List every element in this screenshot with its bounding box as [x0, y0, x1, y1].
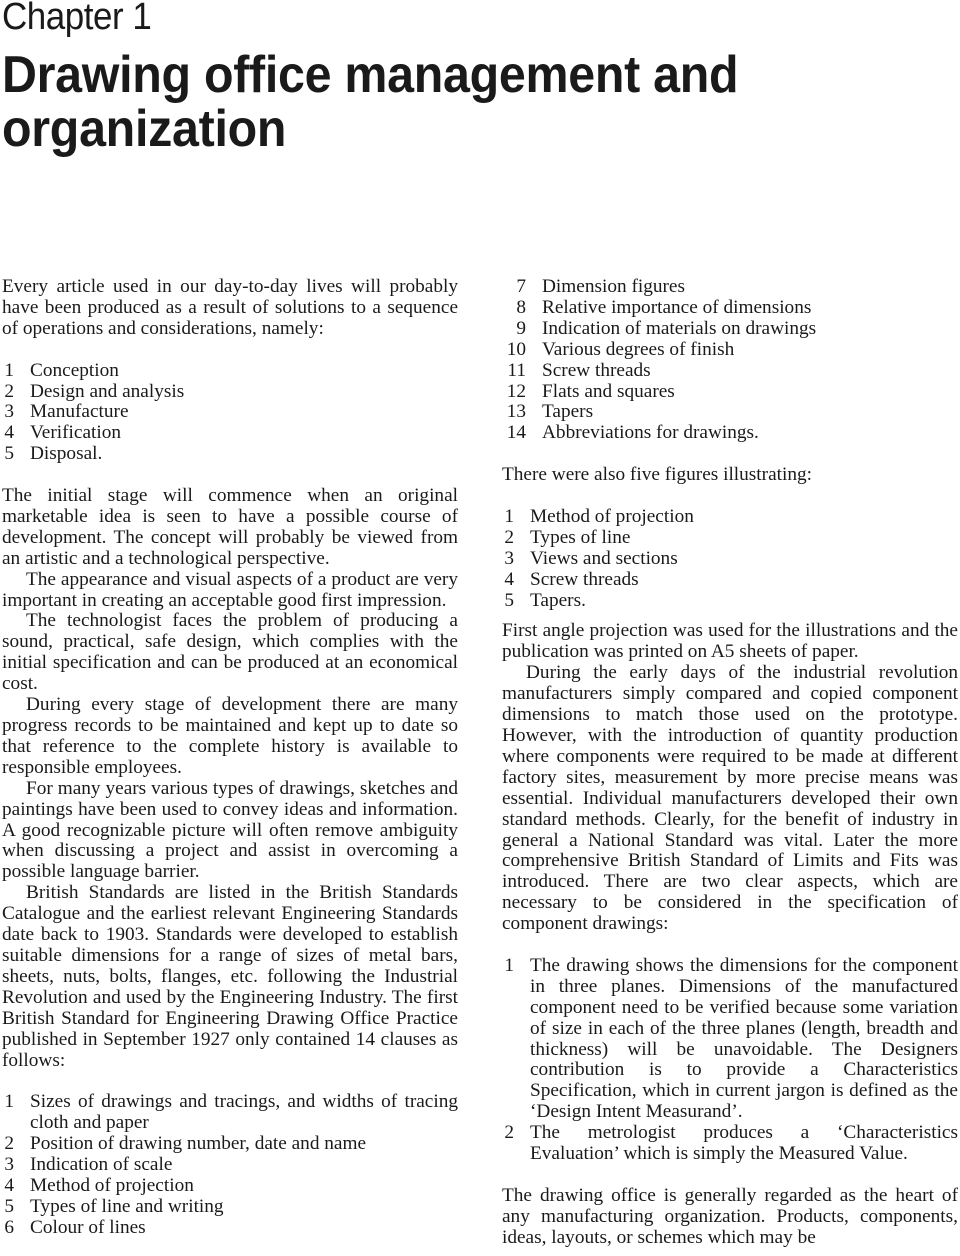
list-text: Indication of scale — [30, 1154, 173, 1176]
list-number: 6 — [4, 1216, 14, 1238]
list-item — [502, 423, 958, 444]
figures-intro: There were also five figures illustrating: — [502, 464, 812, 486]
right-column — [502, 277, 958, 1249]
list-item — [2, 402, 458, 423]
chapter-title-line-1: Drawing office management and — [2, 46, 739, 104]
list-text: Colour of lines — [30, 1216, 146, 1238]
list-item — [502, 528, 958, 549]
list-item — [2, 1176, 458, 1197]
list-item — [502, 591, 958, 612]
chapter-title — [2, 48, 932, 156]
list-number: 14 — [506, 422, 526, 444]
operations-list — [2, 361, 458, 466]
body-paragraph: First angle projection was used for the illustrations and the publication was printed on A5 sheets of paper. — [502, 620, 958, 663]
list-number: 4 — [4, 1174, 14, 1196]
list-item — [502, 402, 958, 423]
list-number: 2 — [504, 1122, 514, 1144]
list-text: Relative importance of dimensions — [542, 296, 812, 318]
list-item — [502, 340, 958, 361]
list-number: 5 — [504, 589, 514, 611]
list-number: 5 — [4, 1195, 14, 1217]
body-paragraph: British Standards are listed in the British Standards Catalogue and the earliest relevant Engineering Standards date back to 1903. Standards were developed to establish suitable dimensions for a range of sizes of metal bars, sheets, nuts, bolts, flanges, etc. following the Industrial Revolution and used by the Engineering Industry. The first British Standard for Engineering Drawing Office Practice published in September 1927 only contained 14 clauses as follows: — [2, 882, 458, 1071]
list-number: 9 — [516, 317, 526, 339]
list-item — [502, 319, 958, 340]
list-number: 3 — [4, 401, 14, 423]
list-number: 10 — [506, 338, 526, 360]
list-item — [502, 507, 958, 528]
list-text: The drawing shows the dimensions for the component in three planes. Dimensions of the manufactured component need to be verified because some variation of size in each of the three planes (length, breadth and thickness) will be unavoidable. The Designers contribution is to provide a Characteristics Specification, which in current jargon is defined as the ‘Design Intent Measurand’. — [530, 954, 958, 1123]
list-number: 13 — [506, 401, 526, 423]
list-number: 1 — [4, 359, 14, 381]
list-number: 12 — [506, 380, 526, 402]
list-item — [502, 361, 958, 382]
chapter-title-line-2: organization — [2, 100, 287, 158]
body-paragraph: During the early days of the industrial revolution manufacturers simply compared and copied component dimensions to match those used on the prototype. However, with the introduction of quantity production where components were required to be made at different factory sites, measurement by more precise means was essential. Individual manufacturers developed their own standard methods. Clearly, for the benefit of industry in general a National Standard was vital. Later the more comprehensive British Standard of Limits and Fits was introduced. There are two clear aspects, which are necessary to be considered in the specification of component drawings: — [502, 662, 958, 935]
list-number: 4 — [4, 422, 14, 444]
list-number: 3 — [504, 547, 514, 569]
list-number: 1 — [504, 505, 514, 527]
list-item — [2, 361, 458, 382]
list-item — [2, 444, 458, 465]
list-text: Indication of materials on drawings — [542, 317, 817, 339]
list-text: Method of projection — [30, 1174, 194, 1196]
list-number: 2 — [4, 380, 14, 402]
list-text: Types of line and writing — [30, 1195, 224, 1217]
list-number: 2 — [4, 1133, 14, 1155]
list-text: Disposal. — [30, 443, 103, 465]
intro-paragraph: Every article used in our day-to-day lives will probably have been produced as a result of solutions to a sequence of operations and considerations, namely: — [2, 276, 458, 339]
list-item — [2, 1134, 458, 1155]
list-item — [2, 1218, 458, 1239]
list-text: Screw threads — [530, 568, 639, 590]
list-text: Conception — [30, 359, 119, 381]
chapter-label: Chapter 1 — [2, 0, 152, 38]
list-item — [502, 1123, 958, 1165]
list-number: 8 — [516, 296, 526, 318]
list-text: Abbreviations for drawings. — [542, 422, 759, 444]
list-item — [502, 382, 958, 403]
list-text: Views and sections — [530, 547, 678, 569]
list-item — [2, 1092, 458, 1134]
list-text: Tapers. — [530, 589, 586, 611]
list-text: Various degrees of finish — [542, 338, 735, 360]
list-item — [502, 956, 958, 1123]
list-number: 5 — [4, 443, 14, 465]
list-number: 1 — [4, 1091, 14, 1113]
list-text: Verification — [30, 422, 122, 444]
list-number: 2 — [504, 526, 514, 548]
list-number: 7 — [516, 276, 526, 297]
list-text: Sizes of drawings and tracings, and widths of tracing cloth and paper — [30, 1091, 458, 1134]
list-item — [502, 298, 958, 319]
list-item — [2, 1155, 458, 1176]
list-item — [502, 277, 958, 298]
list-text: Screw threads — [542, 359, 651, 381]
clauses-list — [2, 1092, 458, 1238]
body-paragraph: The initial stage will commence when an original marketable idea is seen to have a possible course of development. The concept will probably be viewed from an artistic and a technological perspective. — [2, 485, 458, 569]
list-item — [2, 382, 458, 403]
list-number: 1 — [504, 954, 514, 976]
list-text: Design and analysis — [30, 380, 185, 402]
body-paragraph: The drawing office is generally regarded as the heart of any manufacturing organization. Products, components, ideas, layouts, or schemes which may be — [502, 1184, 958, 1248]
body-paragraph: The appearance and visual aspects of a product are very important in creating an acceptable good first impression. — [2, 568, 458, 611]
body-paragraph: During every stage of development there are many progress records to be maintained and kept up to date so that reference to the complete history is available to responsible employees. — [2, 694, 458, 778]
list-item — [502, 570, 958, 591]
list-text: Manufacture — [30, 401, 129, 423]
list-number: 4 — [504, 568, 514, 590]
list-number: 3 — [4, 1154, 14, 1176]
list-text: The metrologist produces a ‘Characteristics Evaluation’ which is simply the Measured Value. — [530, 1122, 958, 1165]
body-paragraph: The technologist faces the problem of producing a sound, practical, safe design, which complies with the initial specification and can be produced at an economical cost. — [2, 610, 458, 695]
list-text: Method of projection — [530, 505, 694, 527]
list-number: 11 — [507, 359, 526, 381]
body-paragraph: For many years various types of drawings, sketches and paintings have been used to convey ideas and information. A good recognizable picture will often remove ambiguity when discussing a project and assist in overcoming a possible language barrier. — [2, 777, 458, 883]
list-text: Flats and squares — [542, 380, 675, 402]
figures-list — [502, 507, 958, 612]
list-text: Tapers — [542, 401, 594, 423]
left-column — [2, 277, 458, 1239]
list-text: Dimension figures — [542, 276, 685, 297]
aspects-list — [502, 956, 958, 1165]
list-text: Position of drawing number, date and name — [30, 1133, 367, 1155]
clauses-list-continued — [502, 277, 958, 444]
list-text: Types of line — [530, 526, 631, 548]
list-item — [2, 423, 458, 444]
list-item — [2, 1197, 458, 1218]
list-item — [502, 549, 958, 570]
